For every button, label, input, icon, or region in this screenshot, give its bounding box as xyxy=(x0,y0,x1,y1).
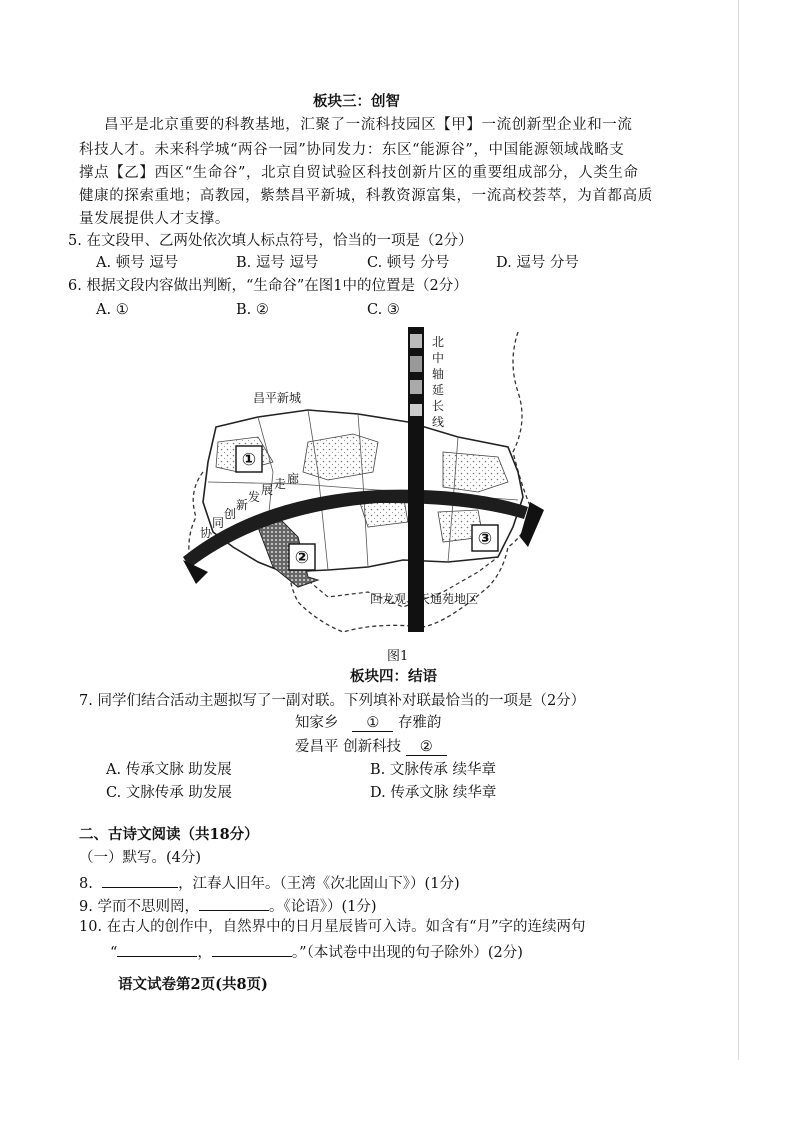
svg-text:北: 北 xyxy=(432,335,445,349)
part2-title: 二、古诗文阅读（共18分） xyxy=(79,826,259,843)
q8-line: 8. ，江春人旧年。（王湾《次北固山下》）(1分) xyxy=(79,876,460,892)
q10-answer-blank-1[interactable] xyxy=(117,943,197,957)
svg-text:协: 协 xyxy=(200,526,213,540)
svg-text:延: 延 xyxy=(432,383,445,397)
section4-title: 板块四：结语 xyxy=(350,668,437,685)
label-central-axis xyxy=(432,335,444,429)
q6-option-a: A. ① xyxy=(96,302,129,318)
svg-text:中: 中 xyxy=(432,351,445,365)
section3-title: 板块三：创智 xyxy=(313,93,400,110)
svg-text:线: 线 xyxy=(432,415,445,429)
map-number-3: ③ xyxy=(477,529,493,549)
svg-text:发: 发 xyxy=(248,490,261,504)
couplet-line-1: 知家乡 ① 存雅韵 xyxy=(295,715,442,731)
q9-line: 9. 学而不思则罔， 。《论语》）(1分) xyxy=(79,899,377,915)
couplet-blank-2: ② xyxy=(406,739,447,756)
page-footer: 语文试卷第2页(共8页) xyxy=(118,976,268,993)
map-number-2: ② xyxy=(294,548,310,568)
figure-1-map xyxy=(178,322,558,642)
q5-option-b: B. 逗号 逗号 xyxy=(236,255,319,271)
couplet-blank-1: ① xyxy=(352,715,393,732)
q6-option-b: B. ② xyxy=(236,302,269,318)
q5-option-d: D. 逗号 分号 xyxy=(496,255,579,271)
section3-para-line-5: 量发展提供人才支撑。 xyxy=(79,211,230,227)
svg-text:创: 创 xyxy=(224,507,237,521)
section3-para-line-2: 科技人才。未来科学城“两谷一园”协同发力：东区“能源谷”，中国能源领域战略支 xyxy=(79,142,625,158)
q8-answer-blank[interactable] xyxy=(102,874,178,888)
figure-caption: 图1 xyxy=(387,649,409,664)
label-changping-new-town: 昌平新城 xyxy=(253,391,302,405)
svg-text:轴: 轴 xyxy=(432,367,445,381)
map-number-1: ① xyxy=(241,450,257,470)
central-axis-bar xyxy=(408,327,424,632)
section3-para-line-1: 昌平是北京重要的科教基地，汇聚了一流科技园区【甲】一流创新型企业和一流 xyxy=(104,117,633,133)
q10-answer-blank-2[interactable] xyxy=(212,943,292,957)
q5-option-c: C. 顿号 分号 xyxy=(367,255,450,271)
svg-text:走: 走 xyxy=(274,477,287,491)
q6-option-c: C. ③ xyxy=(367,302,400,318)
q9-answer-blank[interactable] xyxy=(199,897,269,911)
svg-text:展: 展 xyxy=(261,483,274,497)
label-south-area: 回龙观、天通苑地区 xyxy=(370,592,479,606)
svg-text:廊: 廊 xyxy=(287,472,300,486)
q6-stem: 6. 根据文段内容做出判断，“生命谷”在图1中的位置是（2分） xyxy=(68,278,468,294)
q7-option-c: C. 文脉传承 助发展 xyxy=(106,785,232,801)
q7-option-d: D. 传承文脉 续华章 xyxy=(370,785,497,801)
part2-sub1: （一）默写。(4分) xyxy=(79,850,202,866)
svg-text:新: 新 xyxy=(236,498,249,512)
q7-option-a: A. 传承文脉 助发展 xyxy=(106,762,232,778)
section3-para-line-4: 健康的探索重地；高教园，紫禁昌平新城，科教资源富集，一流高校荟萃，为首都高质 xyxy=(79,188,653,204)
section3-para-line-3: 撑点【乙】西区“生命谷”，北京自贸试验区科技创新片区的重要组成部分，人类生命 xyxy=(79,165,639,181)
svg-text:长: 长 xyxy=(432,399,445,413)
q7-option-b: B. 文脉传承 续华章 xyxy=(370,762,496,778)
q5-option-a: A. 顿号 逗号 xyxy=(96,255,179,271)
q10-line-2: “ ， 。”（本试卷中出现的句子除外）(2分) xyxy=(110,945,523,961)
q5-stem: 5. 在文段甲、乙两处依次填人标点符号，恰当的一项是（2分） xyxy=(68,233,473,249)
svg-text:同: 同 xyxy=(212,516,225,530)
q10-line-1: 10. 在古人的创作中，自然界中的日月星辰皆可入诗。如含有“月”字的连续两句 xyxy=(79,919,586,935)
page-edge-line xyxy=(738,0,739,1060)
couplet-line-2: 爱昌平 创新科技 ② xyxy=(295,740,447,755)
q7-stem: 7. 同学们结合活动主题拟写了一副对联。下列填补对联最恰当的一项是（2分） xyxy=(79,693,586,709)
